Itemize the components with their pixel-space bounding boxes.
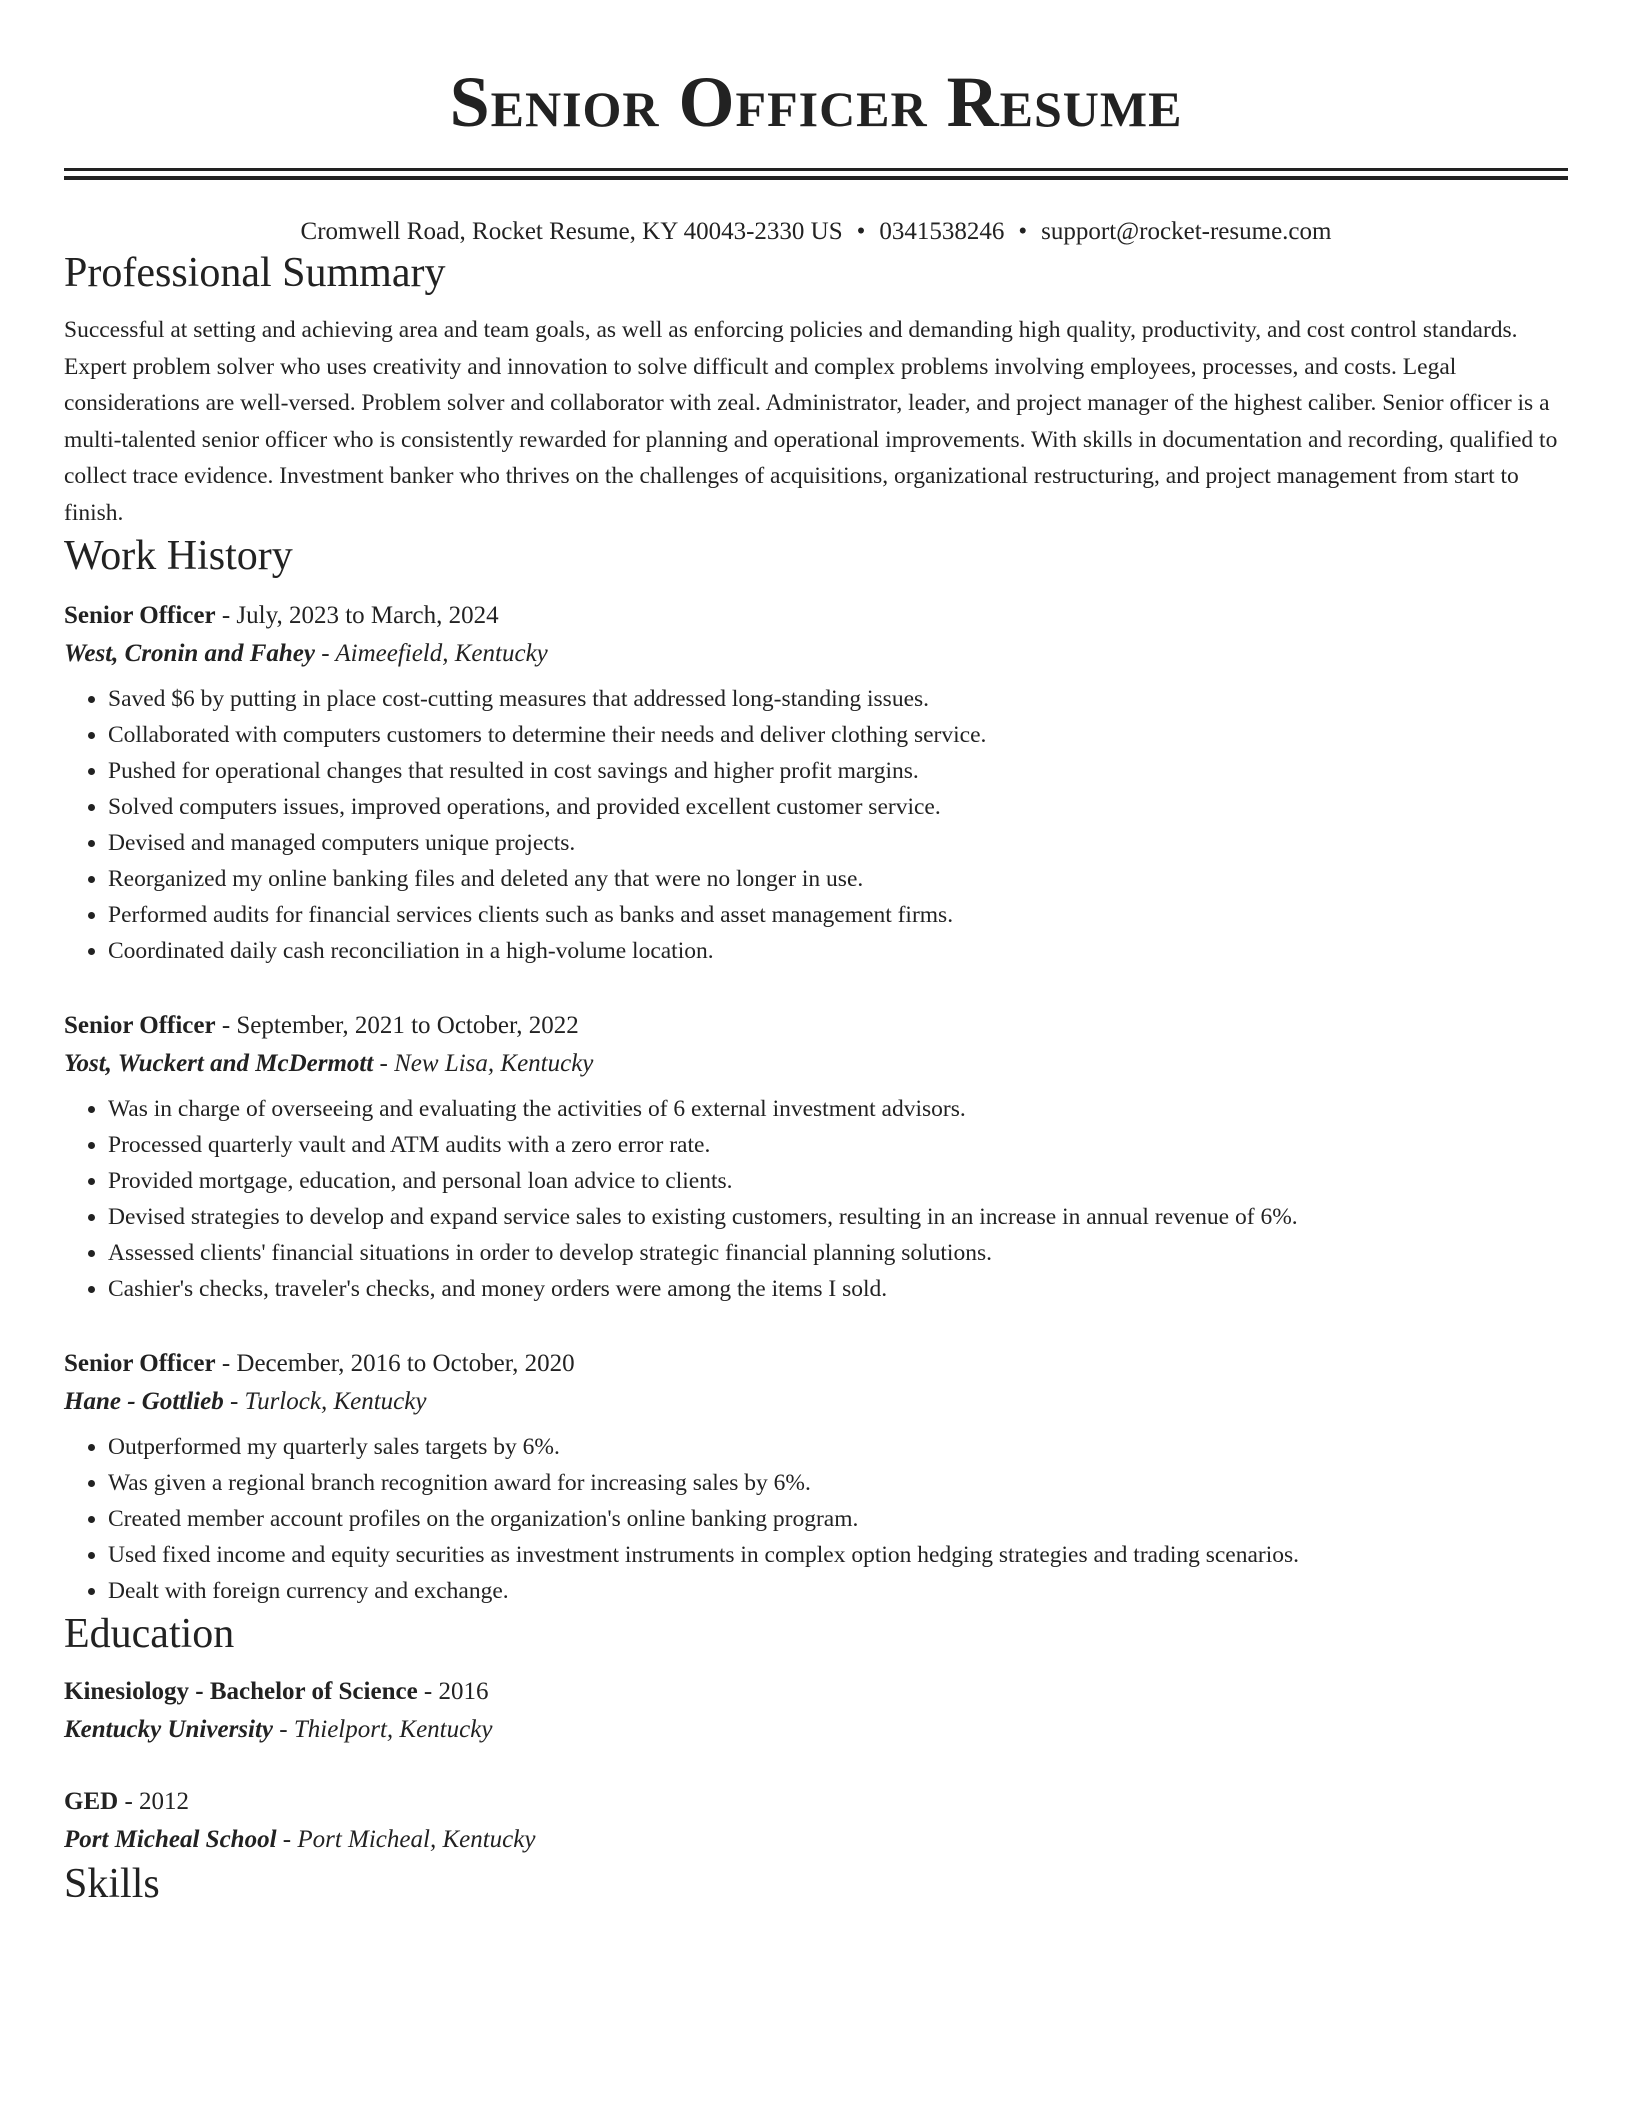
job-title: Senior Officer — [64, 1012, 216, 1039]
school-location: Port Micheal, Kentucky — [297, 1826, 536, 1853]
job-entry — [64, 1345, 1568, 1609]
job-dates: December, 2016 to October, 2020 — [236, 1350, 575, 1377]
job-company: Hane - Gottlieb — [64, 1388, 224, 1415]
job-entry — [64, 597, 1568, 969]
job-dash: - — [215, 1350, 237, 1377]
education-entry — [64, 1673, 1568, 1749]
list-item: • Reorganized my online banking files and deleted any that were no longer in use. — [108, 861, 1568, 897]
job-dash: - — [215, 1012, 237, 1039]
job-location: New Lisa, Kentucky — [394, 1050, 594, 1077]
job-company: Yost, Wuckert and McDermott — [64, 1050, 374, 1077]
list-item: • Cashier's checks, traveler's checks, and money orders were among the items I sold. — [108, 1271, 1568, 1307]
list-item: • Provided mortgage, education, and personal loan advice to clients. — [108, 1163, 1568, 1199]
job-title-line — [64, 1345, 1568, 1383]
list-item: • Coordinated daily cash reconciliation in a high-volume location. — [108, 933, 1568, 969]
job-bullets — [64, 1429, 1568, 1609]
list-item: • Pushed for operational changes that resulted in cost savings and higher profit margins. — [108, 753, 1568, 789]
list-item: • Performed audits for financial services clients such as banks and asset management firms. — [108, 897, 1568, 933]
job-dash: - — [314, 640, 336, 667]
job-dash: - — [223, 1388, 245, 1415]
job-dates: September, 2021 to October, 2022 — [236, 1012, 579, 1039]
degree-line — [64, 1783, 1568, 1821]
job-dash: - — [373, 1050, 395, 1077]
list-item: • Was given a regional branch recognition award for increasing sales by 6%. — [108, 1465, 1568, 1501]
degree-dash: - — [417, 1678, 439, 1705]
school: Port Micheal School — [64, 1826, 277, 1853]
job-title-line — [64, 597, 1568, 635]
summary-text: Successful at setting and achieving area and team goals, as well as enforcing policies and demanding high quality, productivity, and cost control standards. Expert problem solver who uses creativity and innovation to solve difficult and complex problems involving employees, processes, and costs. Legal considerations are well-versed. Problem solver and collaborator with zeal. Administrator, leader, and project manager of the highest caliber. Senior officer is a multi-talented senior officer who is consistently rewarded for planning and operational improvements. With skills in documentation and recording, qualified to collect trace evidence. Investment banker who thrives on the challenges of acquisitions, organizational restructuring, and project management from start to finish. — [64, 317, 1558, 526]
job-company-line — [64, 1383, 1568, 1421]
list-item: • Solved computers issues, improved operations, and provided excellent customer service. — [108, 789, 1568, 825]
job-dates: July, 2023 to March, 2024 — [236, 602, 499, 629]
contact-email: support@rocket-resume.com — [1041, 218, 1332, 245]
school-location: Thielport, Kentucky — [293, 1716, 493, 1743]
education-entry — [64, 1783, 1568, 1859]
contact-separator: • — [1018, 218, 1028, 245]
degree-year: 2012 — [139, 1788, 190, 1815]
school-dash: - — [276, 1826, 298, 1853]
list-item: • Dealt with foreign currency and exchange. — [108, 1573, 1568, 1609]
contact-separator: • — [856, 218, 866, 245]
title-divider-thick — [64, 176, 1568, 180]
list-item: • Saved $6 by putting in place cost-cutting measures that addressed long-standing issues. — [108, 681, 1568, 717]
list-item: • Used fixed income and equity securities as investment instruments in complex option hedging strategies and trading scenarios. — [108, 1537, 1568, 1573]
degree-year: 2016 — [438, 1678, 489, 1705]
job-location: Turlock, Kentucky — [244, 1388, 427, 1415]
list-item: • Assessed clients' financial situations in order to develop strategic financial planning solutions. — [108, 1235, 1568, 1271]
school-dash: - — [273, 1716, 294, 1743]
job-bullets — [64, 681, 1568, 969]
job-title: Senior Officer — [64, 602, 216, 629]
job-title: Senior Officer — [64, 1350, 216, 1377]
degree-line — [64, 1673, 1568, 1711]
list-item: • Devised strategies to develop and expand service sales to existing customers, resulting in an increase in annual revenue of 6%. — [108, 1199, 1568, 1235]
job-company: West, Cronin and Fahey — [64, 640, 315, 667]
work-history-heading: Work History — [64, 533, 293, 579]
degree: GED — [64, 1788, 119, 1815]
degree-dash: - — [118, 1788, 140, 1815]
degree: Kinesiology - Bachelor of Science — [64, 1678, 418, 1705]
job-entry — [64, 1007, 1568, 1307]
page-title: Senior Officer Resume — [449, 62, 1183, 142]
job-company-line — [64, 1045, 1568, 1083]
list-item: • Processed quarterly vault and ATM audits with a zero error rate. — [108, 1127, 1568, 1163]
job-bullets — [64, 1091, 1568, 1307]
list-item: • Was in charge of overseeing and evaluating the activities of 6 external investment advisors. — [108, 1091, 1568, 1127]
title-divider-thin — [64, 168, 1568, 171]
contact-line — [64, 216, 1568, 248]
education-heading: Education — [64, 1611, 235, 1657]
contact-address: Cromwell Road, Rocket Resume, KY 40043-2330 US — [300, 218, 843, 245]
list-item: • Created member account profiles on the organization's online banking program. — [108, 1501, 1568, 1537]
list-item: • Outperformed my quarterly sales targets by 6%. — [108, 1429, 1568, 1465]
job-title-line — [64, 1007, 1568, 1045]
list-item: • Devised and managed computers unique projects. — [108, 825, 1568, 861]
job-location: Aimeefield, Kentucky — [335, 640, 548, 667]
summary-heading: Professional Summary — [64, 250, 446, 296]
job-dash: - — [215, 602, 237, 629]
skills-heading: Skills — [64, 1861, 160, 1907]
school-line — [64, 1711, 1568, 1749]
school: Kentucky University — [64, 1716, 274, 1743]
school-line — [64, 1821, 1568, 1859]
job-company-line — [64, 635, 1568, 673]
contact-phone: 0341538246 — [879, 218, 1005, 245]
list-item: • Collaborated with computers customers to determine their needs and deliver clothing service. — [108, 717, 1568, 753]
